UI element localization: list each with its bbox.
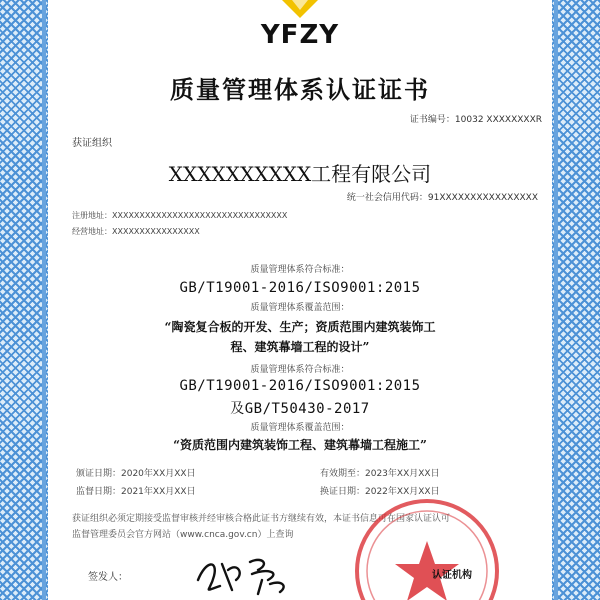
section2-standard-line2: 及GB/T50430-2017	[230, 401, 370, 417]
handwritten-signature-icon	[192, 550, 302, 596]
registered-address: 注册地址：XXXXXXXXXXXXXXXXXXXXXXXXXXXXXXXX	[72, 211, 288, 220]
credit-code: 统一社会信用代码：91XXXXXXXXXXXXXXXX	[346, 193, 538, 203]
brand-logo-icon	[278, 0, 322, 18]
section2-scope-line1: “资质范围内建筑装饰工程、建筑幕墙工程施工”	[173, 438, 427, 452]
certificate-number: 证书编号：10032 XXXXXXXXR	[409, 115, 542, 125]
section2-label: 质量管理体系符合标准：	[250, 365, 350, 375]
section2-scope-label: 质量管理体系覆盖范围：	[250, 423, 350, 433]
official-seal-icon	[352, 496, 502, 600]
section1-label: 质量管理体系符合标准：	[250, 265, 350, 275]
signer-label: 签发人：	[88, 572, 128, 583]
section1-scope-label: 质量管理体系覆盖范围：	[250, 303, 350, 313]
validity-note-line2: 监督管理委员会官方网站（www.cnca.gov.cn）上查询	[72, 530, 294, 540]
operating-address: 经营地址：XXXXXXXXXXXXXXXX	[72, 227, 200, 236]
certificate-title: 质量管理体系认证证书	[170, 76, 430, 104]
section1-scope-line1: “陶瓷复合板的开发、生产；资质范围内建筑装饰工	[164, 320, 436, 334]
decorative-border-left	[0, 0, 48, 600]
section1-standard: GB/T19001-2016/ISO9001:2015	[179, 280, 421, 296]
seal-label: 认证机构	[432, 570, 472, 581]
validity-note-line1: 获证组织必须定期接受监督审核并经审核合格此证书方继续有效，本证书信息可在国家认证认可	[72, 514, 451, 524]
company-name: XXXXXXXXXX工程有限公司	[168, 162, 432, 186]
brand-name: YFZY	[260, 20, 340, 50]
issue-date: 颁证日期：2020年XX月XX日	[76, 469, 196, 479]
decorative-border-right	[552, 0, 600, 600]
expiry-date: 有效期至：2023年XX月XX日	[320, 469, 440, 479]
surveillance-date: 监督日期：2021年XX月XX日	[76, 487, 196, 497]
recert-date: 换证日期：2022年XX月XX日	[320, 487, 440, 497]
awardee-label: 获证组织	[72, 138, 112, 149]
section1-scope-line2: 程、建筑幕墙工程的设计”	[230, 340, 370, 354]
section2-standard-line1: GB/T19001-2016/ISO9001:2015	[179, 378, 421, 394]
certificate-content	[52, 0, 548, 600]
